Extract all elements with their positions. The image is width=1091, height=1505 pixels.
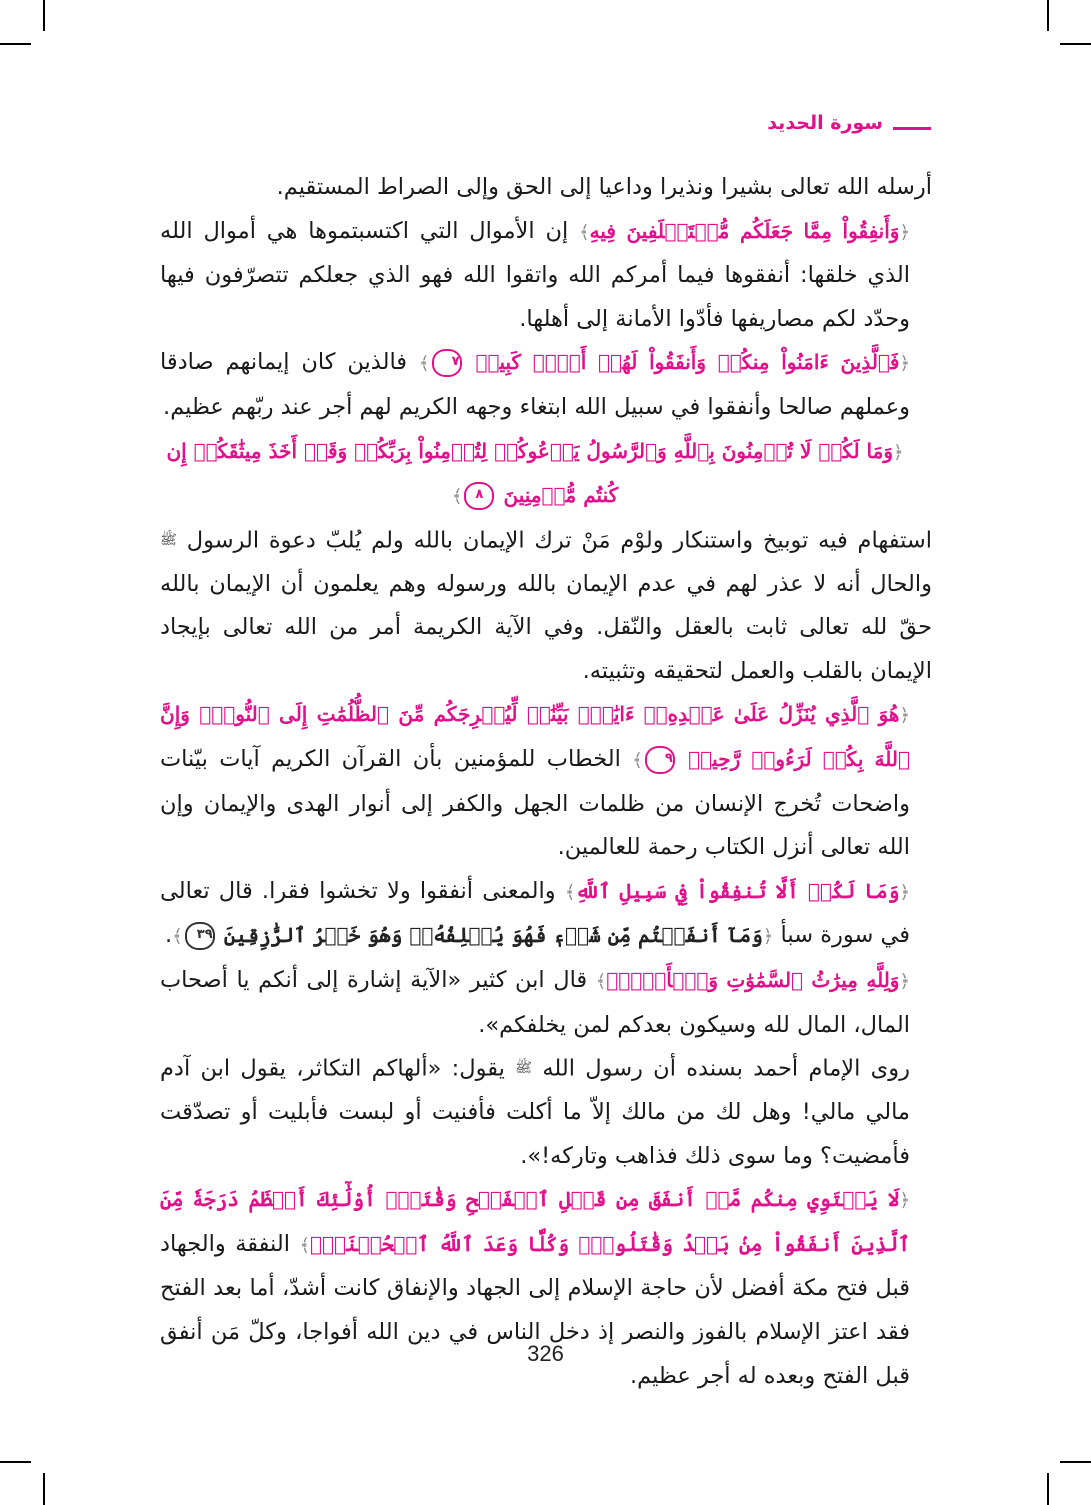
ayah-number-medallion: ٣٩ xyxy=(185,922,215,950)
paragraph xyxy=(160,959,932,1047)
quran-verse: وَمَا لَكُمۡ لَا تُؤۡمِنُونَ بِٱللَّهِ وَٱلرَّسُولُ يَدۡعُوكُمۡ لِتُؤۡمِنُواْ بِرَبِّكُمۡ وَقَدۡ أَخَذَ مِيثَٰقَكُمۡ إِن كُنتُم مُّؤۡمِنِينَ xyxy=(166,438,893,508)
bracket-close: ﴾ xyxy=(451,486,463,508)
crop-mark xyxy=(43,1473,45,1505)
body-text: الخطاب للمؤمنين بأن القرآن الكريم آيات بيّنات واضحات تُخرج الإنسان من ظلمات الجهل والكفر إلى أنوار الهدى والإيمان وإن الله تعالى أنزل الكتاب رحمة للعالمين. xyxy=(160,746,910,861)
crop-mark xyxy=(0,1461,31,1463)
surah-title: سورة الحديد xyxy=(767,112,883,134)
quran-verse: وَأَنفِقُواْ مِمَّا جَعَلَكُم مُّسۡتَخۡلَفِينَ فِيهِ xyxy=(589,218,900,243)
body-text: يقول: «ألهاكم التكاثر، يقول ابن آدم مالي مالي! وهل لك من مالك إلاّ ما أكلت فأفنيت أو لبست فأبليت أو تصدّقت فأمضيت؟ وما سوى ذلك فذاهب وتاركه!». xyxy=(160,1055,910,1169)
crop-mark xyxy=(43,0,45,31)
crop-mark xyxy=(1047,0,1049,31)
body-text: روى الإمام أحمد بسنده أن رسول الله xyxy=(542,1055,910,1082)
paragraph xyxy=(160,166,932,210)
quran-verse: هُوَ ٱلَّذِي يُنَزِّلُ عَلَىٰ عَبۡدِهِۦٓ ءَايَٰتِۭ بَيِّنَٰتٖ لِّيُخۡرِجَكُم مِّنَ ٱلظُّلُمَٰتِ إِلَى ٱلنُّورِۚ وَإِنَّ ٱللَّهَ بِكُمۡ لَرَءُوفٞ رَّحِيمٞ xyxy=(160,702,910,772)
bracket-open: ﴿ xyxy=(892,441,904,463)
paragraph xyxy=(160,519,932,694)
crop-mark xyxy=(1047,1473,1049,1505)
running-header xyxy=(767,112,931,134)
paragraph xyxy=(160,430,932,519)
paragraph xyxy=(160,341,932,429)
bracket-open: ﴿ xyxy=(899,970,910,992)
salla-glyph: ﷺ xyxy=(160,531,177,548)
quran-verse: وَلِلَّهِ مِيرَٰثُ ٱلسَّمَٰوَٰتِ وَٱلۡأَرۡضِۚ xyxy=(606,967,900,992)
body-text: والحال أنه لا عذر لهم في عدم الإيمان بالله ورسوله وهم يعلمون أن الإيمان بالله حقّ لله تعالى ثابت بالعقل والنّقل. وفي الآية الكريمة أمر من الله تعالى بإيجاد الإيمان بالقلب والعمل لتحقيقه وتثبيته. xyxy=(160,570,932,684)
paragraph xyxy=(160,1047,932,1178)
page-body xyxy=(160,166,932,1398)
bracket-open: ﴿ xyxy=(762,926,774,948)
salla-glyph: ﷺ xyxy=(515,1060,533,1077)
bracket-close: ﴾ xyxy=(299,1234,310,1256)
bracket-open: ﴿ xyxy=(899,353,911,375)
bracket-close: ﴾ xyxy=(595,970,607,992)
quran-verse: وَمَا لَكُمۡ أَلَّا تُنفِقُواْ فِي سَبِيلِ ٱللَّهِ xyxy=(575,878,900,903)
ayah-number-medallion: ٧ xyxy=(432,349,462,377)
quoted-verse: وَمَآ أَنفَقۡتُم مِّن شَيۡءٖ فَهُوَ يُخۡلِفُهُۥۖ وَهُوَ خَيۡرُ ٱلرَّٰزِقِينَ xyxy=(223,923,763,948)
body-text: النفقة والجهاد قبل فتح مكة أفضل لأن حاجة الإسلام إلى الجهاد والإنفاق كانت أشدّ، أما بعد الفتح فقد اعتز الإسلام بالفوز والنصر إذ دخل الناس في دين الله أفواجا، وكلّ مَن أنفق قبل الفتح وبعده له أجر عظيم. xyxy=(160,1230,910,1389)
body-text: استفهام فيه توبيخ واستنكار ولوْم مَنْ ترك الإيمان بالله ولم يُلبّ دعوة الرسول xyxy=(186,527,932,554)
crop-mark xyxy=(1060,1461,1091,1463)
quran-verse: فَٱلَّذِينَ ءَامَنُواْ مِنكُمۡ وَأَنفَقُواْ لَهُمۡ أَجۡرٞ كَبِيرٞ xyxy=(475,350,900,375)
crop-mark xyxy=(0,43,31,45)
bracket-open: ﴿ xyxy=(899,705,910,727)
crop-mark xyxy=(1060,43,1091,45)
body-text: إن الأموال التي اكتسبتموها هي أموال الله الذي خلقها: أنفقوها فيما أمركم الله واتقوا الله فهو الذي جعلكم تتصرّفون فيها وحدّد لكم مصاريفها فأدّوا الأمانة إلى أهلها. xyxy=(160,217,910,332)
body-text: فالذين كان إيمانهم صادقا وعملهم صالحا وأنفقوا في سبيل الله ابتغاء وجهه الكريم لهم أجر عند ربّهم عظيم. xyxy=(160,349,910,420)
bracket-open: ﴿ xyxy=(899,881,911,903)
bracket-close: ﴾ xyxy=(172,926,183,948)
body-text: أرسله الله تعالى بشيرا ونذيرا وداعيا إلى الحق وإلى الصراط المستقيم. xyxy=(276,174,932,200)
ayah-number-medallion: ٨ xyxy=(464,482,494,510)
bracket-close: ﴾ xyxy=(579,221,590,243)
bracket-open: ﴿ xyxy=(899,221,911,243)
paragraph xyxy=(160,693,932,869)
bracket-close: ﴾ xyxy=(418,353,430,375)
bracket-close: ﴾ xyxy=(564,881,576,903)
header-rule xyxy=(893,127,931,130)
bracket-close: ﴾ xyxy=(632,750,643,772)
paragraph xyxy=(160,870,932,959)
page-number: 326 xyxy=(527,1341,564,1366)
body-text: قال ابن كثير «الآية إشارة إلى أنكم يا أصحاب المال، المال لله وسيكون بعدكم لمن يخلفكم». xyxy=(160,966,910,1038)
paragraph xyxy=(160,210,932,342)
body-text: والمعنى أنفقوا ولا تخشوا فقرا. قال تعالى في سورة سبأ xyxy=(160,877,910,949)
ayah-number-medallion: ٩ xyxy=(645,746,675,774)
punctuation: . xyxy=(164,922,173,949)
quran-verse: لَا يَسۡتَوِي مِنكُم مَّنۡ أَنفَقَ مِن قَبۡلِ ٱلۡفَتۡحِ وَقَٰتَلَۚ أُوْلَٰٓئِكَ أَعۡظَمُ دَرَجَةٗ مِّنَ ٱلَّذِينَ أَنفَقُواْ مِنۢ بَعۡدُ وَقَٰتَلُواْۚ وَكُلّٗا وَعَدَ ٱللَّهُ ٱلۡحُسۡنَىٰۚ xyxy=(160,1187,910,1256)
bracket-open: ﴿ xyxy=(899,1190,910,1212)
